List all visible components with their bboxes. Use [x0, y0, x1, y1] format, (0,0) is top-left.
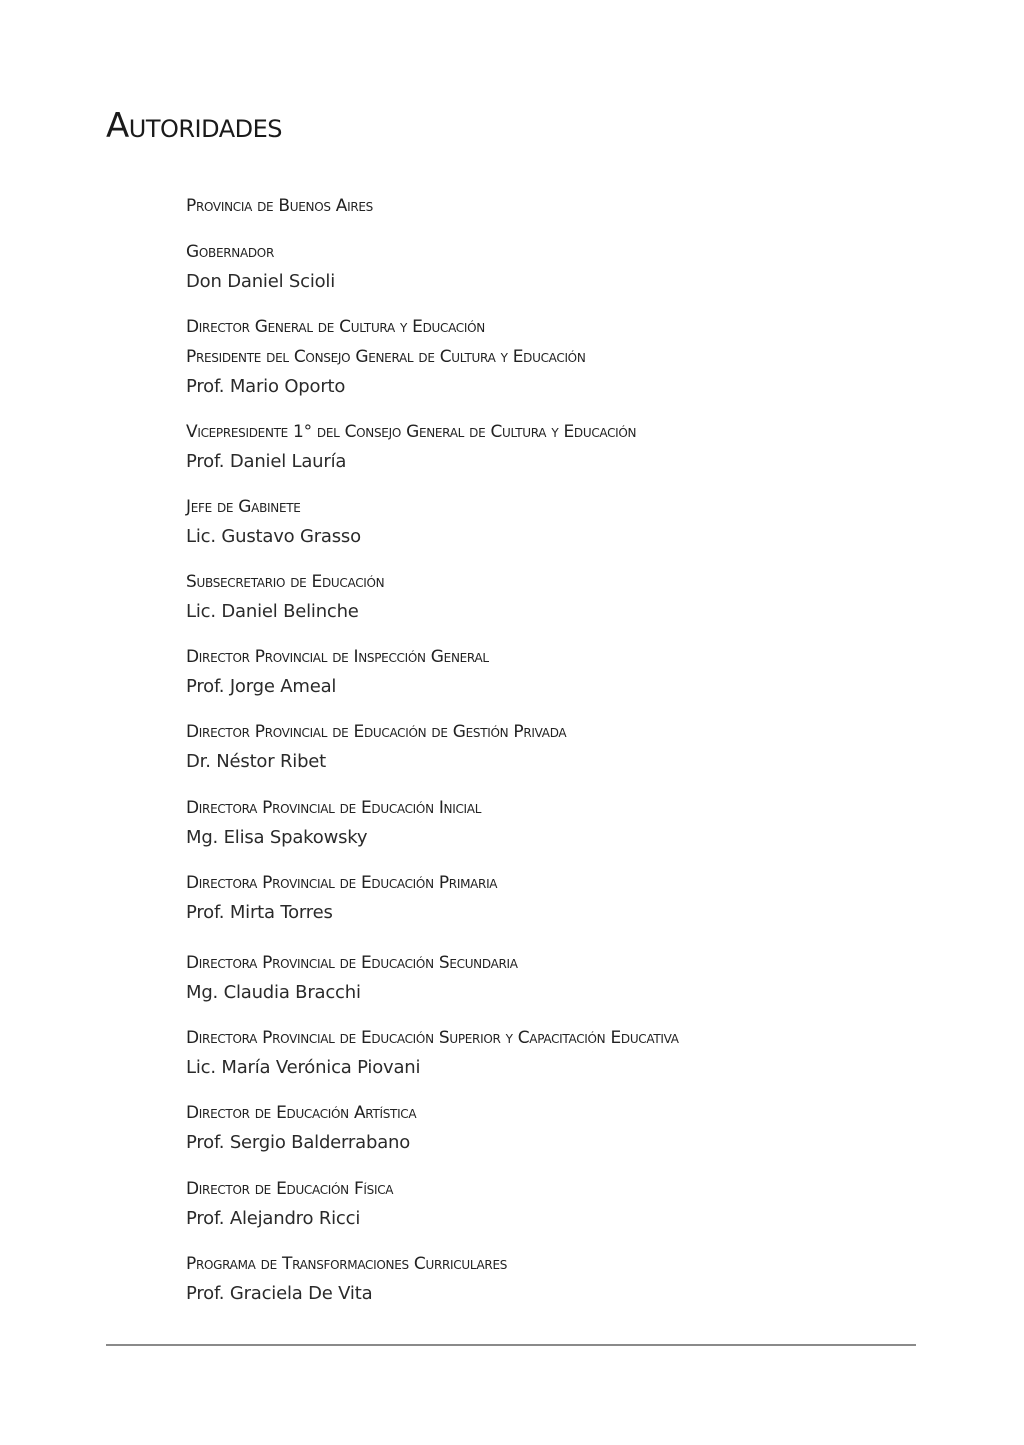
entry-name: Prof. Sergio Balderrabano: [186, 1132, 411, 1153]
entry-role: Director Provincial de Inspección General: [186, 647, 489, 667]
entry-secundaria: [186, 948, 518, 1008]
entry-role: Director General de Cultura y Educación: [186, 317, 485, 337]
entry-role: Directora Provincial de Educación Superior y Capacitación Educativa: [186, 1028, 679, 1048]
entry-fisica: [186, 1174, 393, 1234]
entry-role: Director Provincial de Educación de Gestión Privada: [186, 722, 567, 742]
entry-role: Programa de Transformaciones Curriculares: [186, 1254, 508, 1274]
entry-gestion-privada: [186, 717, 566, 777]
entry-name: Prof. Jorge Ameal: [186, 676, 337, 697]
entry-role: Gobernador: [186, 242, 274, 262]
entry-name: Dr. Néstor Ribet: [186, 751, 327, 772]
entry-name: Lic. Gustavo Grasso: [186, 526, 361, 547]
entry-inicial: [186, 793, 481, 853]
entry-role: Provincia de Buenos Aires: [186, 196, 373, 216]
entry-name: Prof. Mirta Torres: [186, 902, 333, 923]
entry-role: Subsecretario de Educación: [186, 572, 385, 592]
entry-subsecretario: [186, 567, 384, 627]
entry-name: Prof. Graciela De Vita: [186, 1283, 373, 1304]
entry-jefe-gabinete: [186, 492, 361, 552]
entry-superior: [186, 1023, 679, 1083]
entry-name: Lic. María Verónica Piovani: [186, 1057, 421, 1078]
entry-gobernador: [186, 237, 335, 297]
entry-name: Mg. Elisa Spakowsky: [186, 827, 368, 848]
page-title: Autoridades: [106, 106, 282, 146]
entry-primaria: [186, 868, 497, 928]
entry-artistica: [186, 1098, 416, 1158]
entry-role: Directora Provincial de Educación Primaria: [186, 873, 498, 893]
entry-director-general: [186, 312, 586, 402]
entry-inspeccion: [186, 642, 489, 702]
entry-name: Prof. Alejandro Ricci: [186, 1208, 361, 1229]
entry-name: Prof. Daniel Lauría: [186, 451, 347, 472]
entry-vicepresidente: [186, 417, 636, 477]
bottom-divider: [106, 1344, 916, 1346]
entry-name: Mg. Claudia Bracchi: [186, 982, 361, 1003]
entry-role: Directora Provincial de Educación Secundaria: [186, 953, 518, 973]
entry-role: Directora Provincial de Educación Inicial: [186, 798, 482, 818]
entry-provincia: [186, 191, 373, 221]
entry-transformaciones: [186, 1249, 507, 1309]
entry-name: Lic. Daniel Belinche: [186, 601, 359, 622]
entry-name: Prof. Mario Oporto: [186, 376, 346, 397]
entry-role-secondary: Presidente del Consejo General de Cultura y Educación: [186, 347, 586, 367]
entry-role: Jefe de Gabinete: [186, 497, 301, 517]
entry-name: Don Daniel Scioli: [186, 271, 336, 292]
entry-role: Director de Educación Física: [186, 1179, 394, 1199]
entry-role: Director de Educación Artística: [186, 1103, 417, 1123]
entry-role: Vicepresidente 1° del Consejo General de Cultura y Educación: [186, 422, 637, 442]
